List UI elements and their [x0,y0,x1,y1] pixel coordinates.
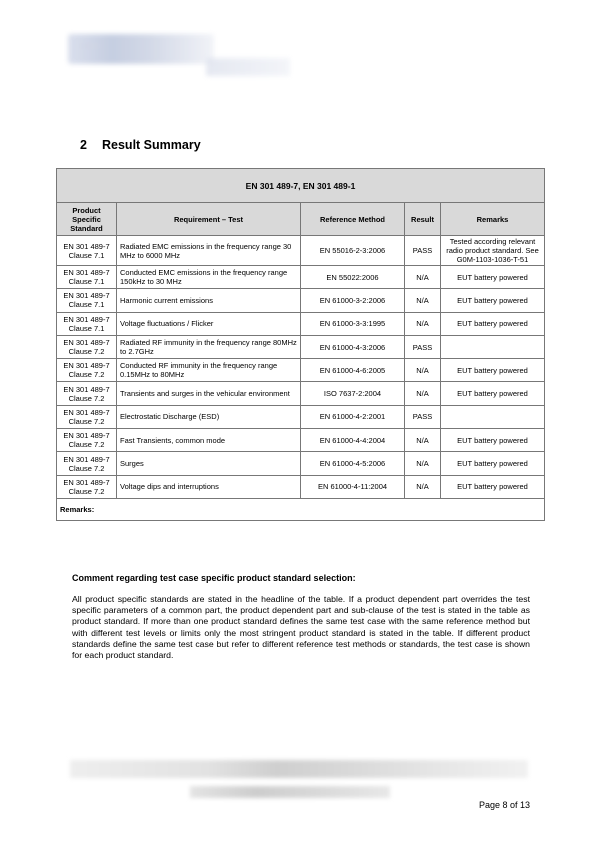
table-row [57,289,545,312]
remarks-label: Remarks: [57,498,545,520]
result-cell: PASS [405,335,441,358]
result-cell: N/A [405,475,441,498]
table-row [57,359,545,382]
table-row [57,429,545,452]
standard-cell: EN 301 489-7 Clause 7.2 [57,335,117,358]
table-row [57,266,545,289]
comment-title: Comment regarding test case specific product standard selection: [72,573,356,583]
remarks-cell: Tested according relevant radio product standard. See G0M-1103-1036-T-51 [441,236,545,266]
requirement-cell: Voltage dips and interruptions [117,475,301,498]
standard-cell: EN 301 489-7 Clause 7.2 [57,359,117,382]
remarks-cell: EUT battery powered [441,289,545,312]
requirement-cell: Radiated EMC emissions in the frequency range 30 MHz to 6000 MHz [117,236,301,266]
company-logo [68,34,214,64]
standard-header: EN 301 489-7, EN 301 489-1 [57,169,545,203]
requirement-cell: Harmonic current emissions [117,289,301,312]
company-logo-subtext [206,58,290,76]
standard-cell: EN 301 489-7 Clause 7.1 [57,289,117,312]
method-cell: EN 61000-4-4:2004 [301,429,405,452]
result-summary-table [56,168,545,521]
method-cell: EN 61000-4-6:2005 [301,359,405,382]
result-cell: PASS [405,405,441,428]
remarks-cell [441,405,545,428]
result-cell: PASS [405,236,441,266]
result-cell: N/A [405,289,441,312]
requirement-cell: Fast Transients, common mode [117,429,301,452]
column-header: Requirement – Test [117,203,301,236]
standard-cell: EN 301 489-7 Clause 7.1 [57,312,117,335]
result-cell: N/A [405,312,441,335]
method-cell: EN 55022:2006 [301,266,405,289]
method-cell: EN 55016-2-3:2006 [301,236,405,266]
method-cell: EN 61000-4-2:2001 [301,405,405,428]
standard-cell: EN 301 489-7 Clause 7.2 [57,382,117,405]
remarks-cell: EUT battery powered [441,266,545,289]
standard-cell: EN 301 489-7 Clause 7.2 [57,405,117,428]
method-cell: EN 61000-4-3:2006 [301,335,405,358]
remarks-cell: EUT battery powered [441,382,545,405]
column-header: Product Specific Standard [57,203,117,236]
requirement-cell: Electrostatic Discharge (ESD) [117,405,301,428]
column-header: Remarks [441,203,545,236]
footer-info [70,760,528,778]
standard-cell: EN 301 489-7 Clause 7.2 [57,429,117,452]
result-cell: N/A [405,382,441,405]
table-row [57,312,545,335]
remarks-cell: EUT battery powered [441,312,545,335]
table-row [57,236,545,266]
requirement-cell: Surges [117,452,301,475]
comment-body: All product specific standards are stated in the headline of the table. If a product dependent part overrides the test specific parameters of a common part, the product dependent part and sub-clause of the test is stated in the table as product standard. If more than one product standard defines the same test case with the same reference method but with different test levels or limits only the most stringent product standard is stated in the table. If different product standards define the same test case but refer to different reference test methods or standards, the test case is shown for each product standard. [72,594,530,661]
method-cell: EN 61000-3-3:1995 [301,312,405,335]
column-header: Reference Method [301,203,405,236]
remarks-cell [441,335,545,358]
method-cell: EN 61000-4-5:2006 [301,452,405,475]
result-cell: N/A [405,359,441,382]
requirement-cell: Conducted RF immunity in the frequency range 0.15MHz to 80MHz [117,359,301,382]
section-heading [80,138,201,152]
standard-cell: EN 301 489-7 Clause 7.2 [57,475,117,498]
table-row [57,405,545,428]
remarks-cell: EUT battery powered [441,429,545,452]
table-row [57,475,545,498]
requirement-cell: Transients and surges in the vehicular environment [117,382,301,405]
result-cell: N/A [405,429,441,452]
standard-cell: EN 301 489-7 Clause 7.1 [57,266,117,289]
footer-info-secondary [190,786,390,798]
result-cell: N/A [405,452,441,475]
result-cell: N/A [405,266,441,289]
standard-header-row [57,169,545,203]
standard-cell: EN 301 489-7 Clause 7.2 [57,452,117,475]
table-row [57,452,545,475]
method-cell: ISO 7637-2:2004 [301,382,405,405]
remarks-cell: EUT battery powered [441,475,545,498]
standard-cell: EN 301 489-7 Clause 7.1 [57,236,117,266]
page-number: Page 8 of 13 [478,800,530,810]
section-number: 2 [80,138,87,152]
method-cell: EN 61000-4-11:2004 [301,475,405,498]
table-row [57,382,545,405]
column-header-row [57,203,545,236]
requirement-cell: Voltage fluctuations / Flicker [117,312,301,335]
requirement-cell: Radiated RF immunity in the frequency range 80MHz to 2.7GHz [117,335,301,358]
remarks-cell: EUT battery powered [441,452,545,475]
requirement-cell: Conducted EMC emissions in the frequency range 150kHz to 30 MHz [117,266,301,289]
method-cell: EN 61000-3-2:2006 [301,289,405,312]
column-header: Result [405,203,441,236]
table-row [57,335,545,358]
section-title: Result Summary [102,138,201,152]
remarks-cell: EUT battery powered [441,359,545,382]
remarks-row [57,498,545,520]
